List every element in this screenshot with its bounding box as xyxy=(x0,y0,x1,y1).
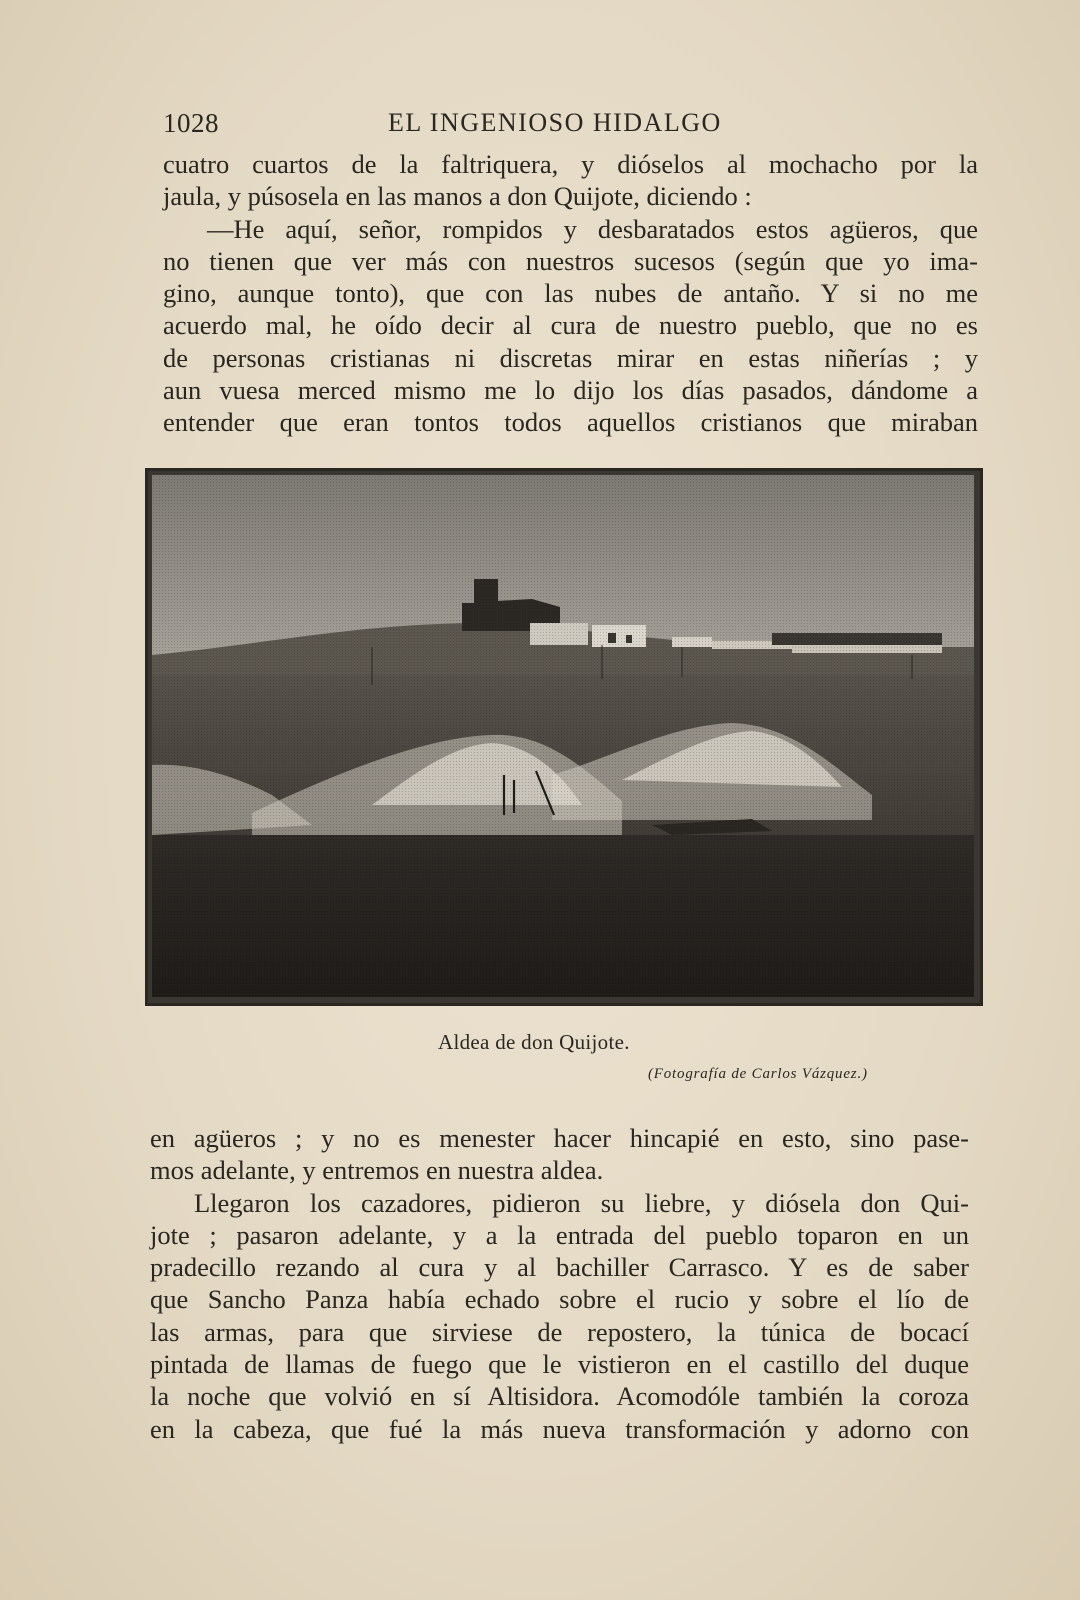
text-line: no tienen que ver más con nuestros sucesos (según que yo ima- xyxy=(163,245,978,276)
text-line: jaula, y púsosela en las manos a don Quijote, diciendo : xyxy=(163,181,752,212)
text-line: pradecillo rezando al cura y al bachiller Carrasco. Y es de saber xyxy=(150,1252,969,1283)
text-line: gino, aunque tonto), que con las nubes de antaño. Y si no me xyxy=(163,278,978,309)
page-header xyxy=(163,108,978,144)
text-line: de personas cristianas ni discretas mirar en estas niñerías ; y xyxy=(163,342,978,373)
text-line: que Sancho Panza había echado sobre el rucio y sobre el lío de xyxy=(150,1284,969,1315)
photograph-image xyxy=(152,475,976,999)
text-line: jote ; pasaron adelante, y a la entrada del pueblo toparon en un xyxy=(150,1219,969,1250)
text-line: cuatro cuartos de la faltriquera, y dióselos al mochacho por la xyxy=(163,149,978,179)
page-number: 1028 xyxy=(163,108,219,138)
photo-credit: (Fotografía de Carlos Vázquez.) xyxy=(648,1066,868,1082)
text-line: entender que eran tontos todos aquellos cristianos que miraban xyxy=(163,407,978,438)
text-line: aun vuesa merced mismo me lo dijo los días pasados, dándome a xyxy=(163,375,978,406)
paragraph-bottom xyxy=(150,1122,969,1445)
figure-caption: Aldea de don Quijote. xyxy=(438,1030,630,1054)
text-line: acuerdo mal, he oído decir al cura de nuestro pueblo, que no es xyxy=(163,310,978,341)
photograph xyxy=(145,468,983,1006)
text-line: en la cabeza, que fué la más nueva transformación y adorno con xyxy=(150,1413,969,1444)
paragraph-top xyxy=(163,148,978,439)
text-line: las armas, para que sirviese de repostero, la túnica de bocací xyxy=(150,1316,969,1347)
text-line: Llegaron los cazadores, pidieron su liebre, y diósela don Qui- xyxy=(194,1187,969,1218)
text-line: en agüeros ; y no es menester hacer hincapié en esto, sino pase- xyxy=(150,1123,969,1153)
text-line: la noche que volvió en sí Altisidora. Acomodóle también la coroza xyxy=(150,1381,969,1412)
text-line: —He aquí, señor, rompidos y desbaratados estos agüeros, que xyxy=(207,213,978,244)
running-title: EL INGENIOSO HIDALGO xyxy=(388,108,722,137)
text-line: pintada de llamas de fuego que le vistieron en el castillo del duque xyxy=(150,1349,969,1380)
village-landscape-photo xyxy=(152,475,974,997)
text-line: mos adelante, y entremos en nuestra aldea. xyxy=(150,1155,604,1186)
